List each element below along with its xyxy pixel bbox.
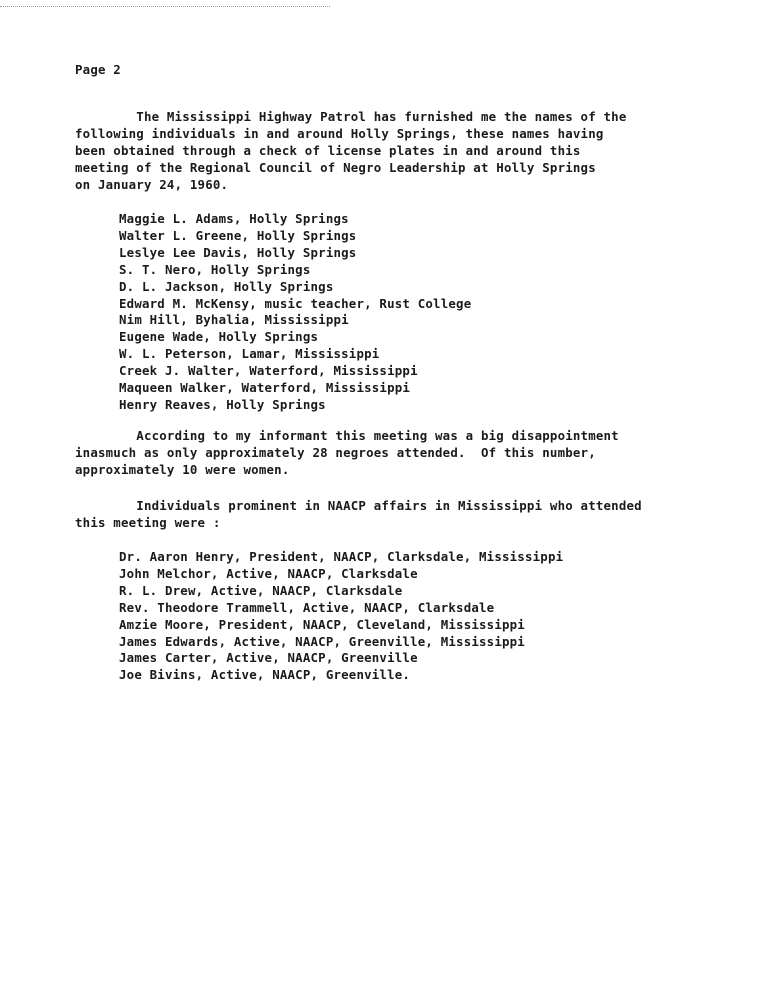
paragraph-line: this meeting were :: [75, 515, 221, 531]
list-item: James Carter, Active, NAACP, Greenville: [119, 650, 418, 666]
paragraph-informant: [75, 427, 619, 478]
paragraph-line: approximately 10 were women.: [75, 462, 290, 478]
list-item: Leslye Lee Davis, Holly Springs: [119, 244, 357, 260]
list-item: Dr. Aaron Henry, President, NAACP, Clarksdale, Mississippi: [119, 549, 564, 564]
list-item: R. L. Drew, Active, NAACP, Clarksdale: [119, 582, 403, 598]
paragraph-highway-patrol: [75, 108, 627, 193]
paragraph-naacp-intro: [75, 497, 642, 531]
top-border-line: [0, 6, 330, 7]
list-item: Eugene Wade, Holly Springs: [119, 329, 319, 345]
list-item: Creek J. Walter, Waterford, Mississippi: [119, 363, 418, 379]
list-item: Maqueen Walker, Waterford, Mississippi: [119, 380, 411, 396]
naacp-attendee-list: [119, 549, 563, 684]
list-item: Rev. Theodore Trammell, Active, NAACP, Clarksdale: [119, 599, 495, 615]
list-item: Amzie Moore, President, NAACP, Cleveland, Mississippi: [119, 616, 525, 632]
list-item: Nim Hill, Byhalia, Mississippi: [119, 312, 349, 328]
page-number: Page 2: [75, 62, 121, 77]
paragraph-line: Individuals prominent in NAACP affairs in Mississippi who attended: [75, 498, 642, 513]
list-item: Joe Bivins, Active, NAACP, Greenville.: [119, 667, 411, 683]
list-item: S. T. Nero, Holly Springs: [119, 261, 311, 277]
license-plate-name-list: [119, 211, 471, 414]
list-item: Edward M. McKensy, music teacher, Rust College: [119, 295, 472, 311]
list-item: Walter L. Greene, Holly Springs: [119, 227, 357, 243]
paragraph-line: inasmuch as only approximately 28 negroes attended. Of this number,: [75, 445, 596, 461]
paragraph-line: meeting of the Regional Council of Negro Leadership at Holly Springs: [75, 160, 596, 176]
list-item: Maggie L. Adams, Holly Springs: [119, 211, 349, 226]
paragraph-line: According to my informant this meeting was a big disappointment: [75, 428, 619, 443]
paragraph-line: following individuals in and around Holly Springs, these names having: [75, 126, 604, 142]
list-item: W. L. Peterson, Lamar, Mississippi: [119, 346, 380, 362]
paragraph-line: been obtained through a check of license plates in and around this: [75, 143, 581, 159]
paragraph-line: on January 24, 1960.: [75, 177, 229, 193]
list-item: John Melchor, Active, NAACP, Clarksdale: [119, 565, 418, 581]
list-item: James Edwards, Active, NAACP, Greenville, Mississippi: [119, 633, 525, 649]
list-item: D. L. Jackson, Holly Springs: [119, 278, 334, 294]
list-item: Henry Reaves, Holly Springs: [119, 396, 326, 412]
paragraph-line: The Mississippi Highway Patrol has furnished me the names of the: [75, 109, 627, 124]
